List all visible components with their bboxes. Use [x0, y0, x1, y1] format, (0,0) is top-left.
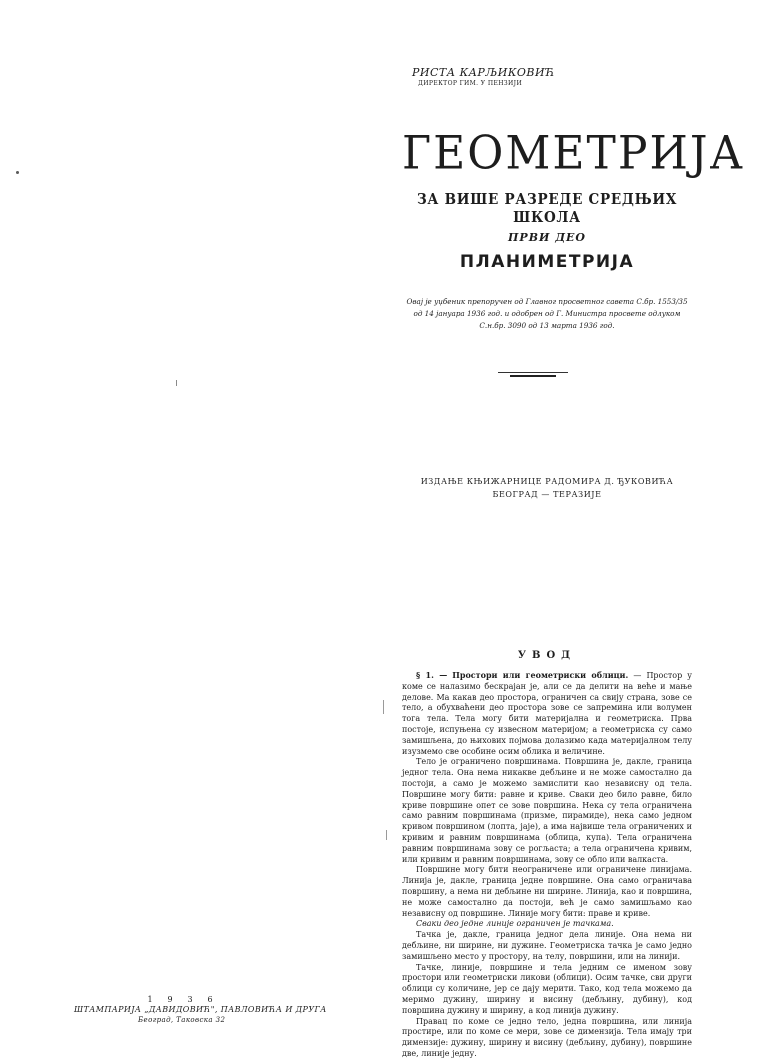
print-year: [140, 995, 220, 1004]
book-part-title: ПЛАНИМЕТРИЈА: [459, 252, 635, 272]
printing-address: Београд, Таковска 32: [138, 1016, 226, 1024]
publisher-city: БЕОГРАД — ТЕРАЗИЈЕ: [492, 490, 602, 499]
year-digit: 6: [207, 995, 213, 1004]
author-name: РИСТА КАРЉИКОВИЋ: [412, 66, 556, 79]
author-role: ДИРЕКТОР ГИМ. У ПЕНЗИЈИ: [418, 80, 523, 87]
scan-edge-mark: [383, 700, 384, 714]
book-subtitle: ЗА ВИШЕ РАЗРЕДЕ СРЕДЊИХ ШКОЛА: [416, 190, 678, 226]
scan-speck: [16, 171, 19, 174]
printing-house: ШТАМПАРИЈА „ДАВИДОВИЋ", ПАВЛОВИЋА И ДРУГА: [74, 1005, 327, 1014]
approval-note: Овај је уџбеник препоручен од Главног просветног савета С.бр. 1553/35 од 14 јануара 1936 год. и одобрен од Г. Министра просвете одлуком С.н.бр. 3090 од 13 марта 1936 год.: [406, 297, 688, 330]
ornament-divider: [498, 372, 568, 378]
paragraph: Површине могу бити неограничене или ограничене линијама. Линија је, дакле, граница једне површине. Она само ограничава површину, а нема ни дебљине ни ширине. Линија, као и површина, не може самостално да постоји, већ је само замишљамо као независну од површине. Линије могу бити: праве и криве.: [402, 865, 692, 918]
scan-speck: [176, 380, 177, 386]
paragraph-text: — Простор у коме се налазимо бескрајан је, али се да делити на веће и мање делове. Ма какав део простора, ограничен са свију страна, зове се тело, а обухваћени део простора зове се запремина или волумен тога тела. Тела могу бити материјална и геометриска. Прва постоје, испуњена су извесном материјом; а геометриска су само замишљена, до њихових појмова долазимо када материјалном телу изузмемо све особине осим облика и величине.: [402, 671, 693, 756]
publisher-name: ИЗДАЊЕ КЊИЖАРНИЦЕ РАДОМИРА Д. ЂУКОВИЋА: [420, 477, 674, 486]
paragraph: Тело је ограничено површинама. Површина је, дакле, граница једног тела. Она нема никакве дебљине и не може самостално да постоји, а само је можемо замислити као независну од тела. Површине могу бити: равне и криве. Сваки део било равне, било криве површине опет се зове површина. Нека су тела ограничена само равним површинама (призме, пирамиде), нека само једном кривом површином (лопта, јаје), а има највише тела ограничених и кривим и равним површинама (облица, купа). Тела ограничена равним површинама зову се рогљаста; а тела ограничена кривим, или кривим и равним површинама, зову се обло или валкаста.: [402, 757, 692, 864]
section-number: § 1. —: [416, 670, 448, 680]
paragraph: Тачке, линије, површине и тела једним се именом зову простори или геометриски ликови (облици). Осим тачке, сви други облици су количине, јер се дају мерити. Тако, код тела можемо да меримо дужину, ширину и висину (дебљину, дубину), код површина дужину и ширину, а код линија дужину.: [402, 962, 692, 1015]
paragraph: Сваки део једне линије ограничен је тачкама.: [416, 919, 614, 929]
paragraph: Правац по коме се једно тело, једна површина, или линија простире, или по коме се мери, зове се димензија. Тела имају три димензије: дужину, ширину и висину (дебљину, дубину), површине две, линије једну.: [402, 1016, 692, 1058]
intro-heading: УВОД: [517, 650, 577, 661]
book-part: ПРВИ ДЕО: [508, 231, 586, 244]
year-digit: 3: [187, 995, 193, 1004]
year-digit: 1: [147, 995, 153, 1004]
book-title: ГЕОМЕТРИЈА: [402, 126, 745, 181]
publisher-block: [404, 475, 690, 501]
section-title: Простори или геометриски облици.: [452, 670, 629, 680]
scan-edge-mark: [386, 830, 387, 840]
paragraph: [402, 670, 692, 757]
intro-body: [402, 670, 692, 1060]
paragraph: Тачка је, дакле, граница једног дела линије. Она нема ни дебљине, ни ширине, ни дужине. Геометриска тачка је само једно замишљено место у простору, на телу, површини, или на линији.: [402, 930, 692, 961]
year-digit: 9: [167, 995, 173, 1004]
